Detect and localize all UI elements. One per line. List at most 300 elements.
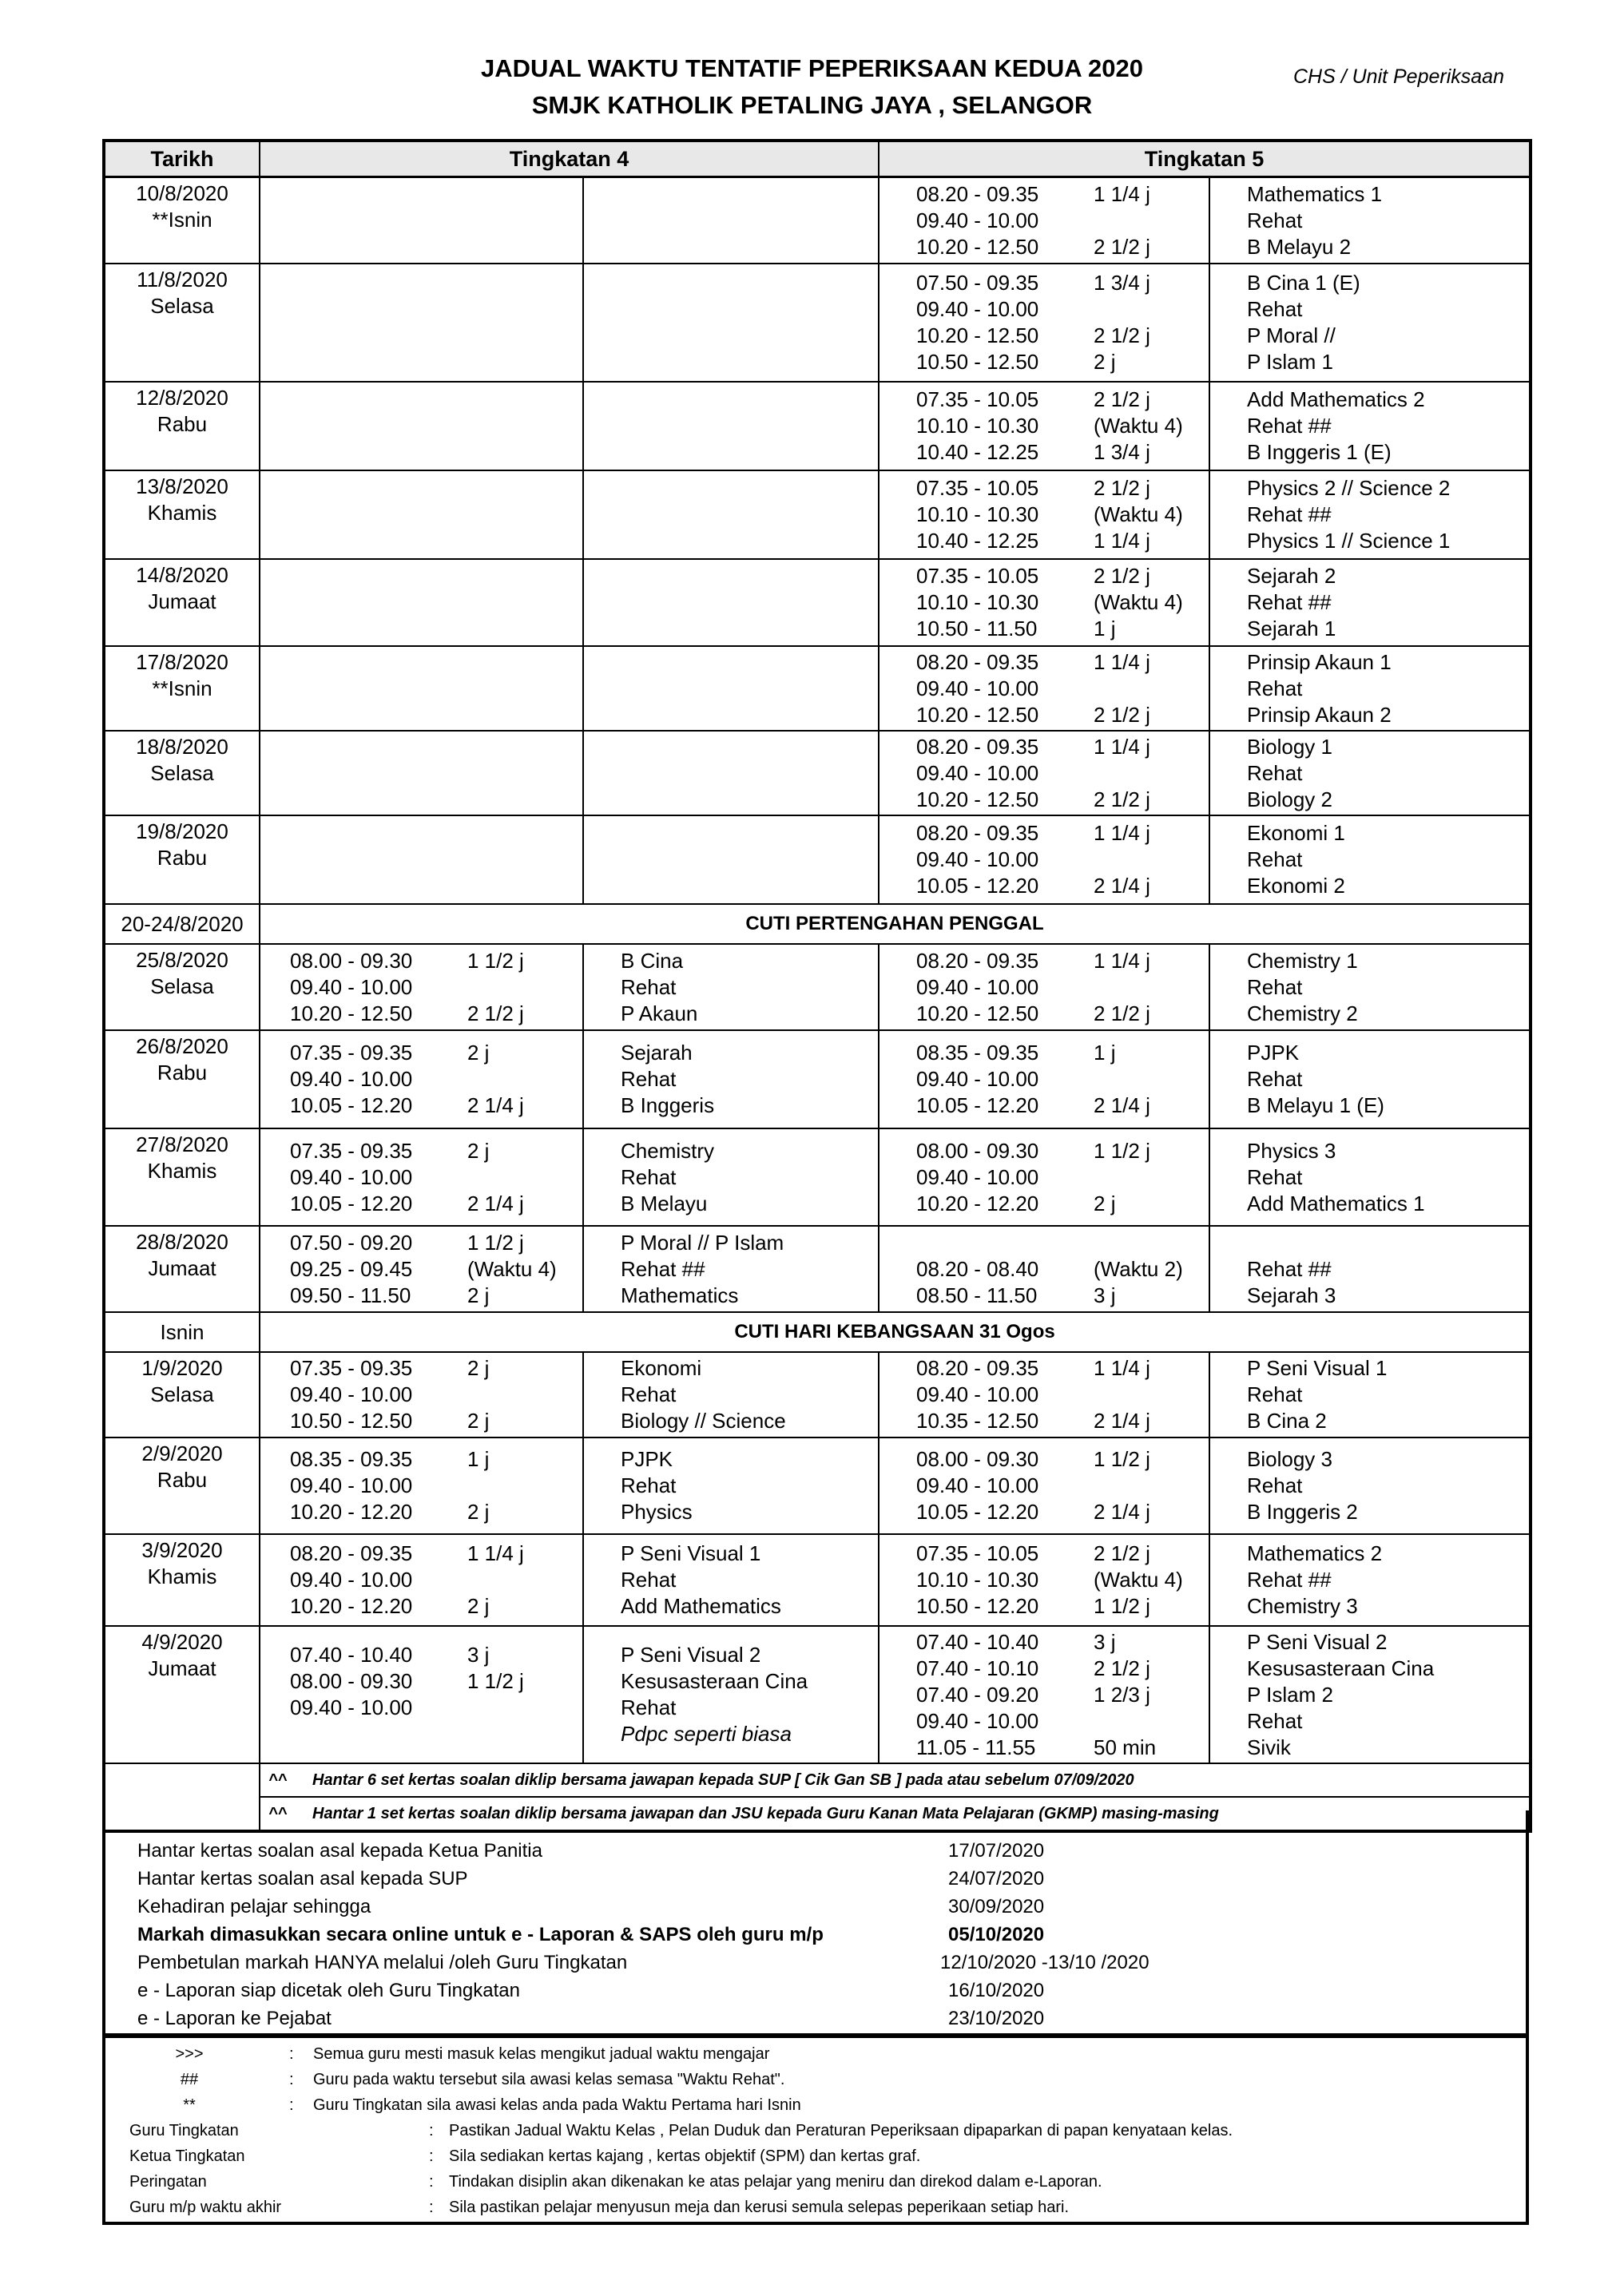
exam-time: 10.50 - 12.20 [916,1594,1039,1618]
deadline-label: e - Laporan ke Pejabat [137,2008,332,2029]
f5-subject-list [1210,1446,1529,1525]
date-value: 18/8/2020 [136,734,228,759]
f4-times-cell [260,1226,583,1312]
schedule-row [104,815,1531,904]
f5-subject-list [1210,270,1529,375]
exam-time: 08.35 - 09.35 [916,1041,1039,1065]
deadline-date: 17/07/2020 [948,1840,1045,1862]
exam-duration: 1 1/4 j [1094,181,1150,206]
date-value: 11/8/2020 [137,267,228,291]
exam-subject: Biology 1 [1247,734,1332,759]
legend-symbol: ## [180,2071,199,2088]
exam-time: 07.40 - 10.10 [916,1656,1039,1680]
f4-subjects-cell [583,470,879,559]
f5-time-list [880,1446,1209,1525]
exam-subject: Rehat [1247,1067,1303,1091]
exam-subject [1247,1230,1529,1256]
exam-duration: 2 1/2 j [1094,234,1150,259]
f4-time-list [260,1040,582,1119]
f5-subject-list [1210,475,1529,554]
exam-duration: 2 1/2 j [1094,1541,1150,1565]
f4-times-cell [260,382,583,470]
f4-subjects-cell [583,1352,879,1437]
exam-subject: Physics [621,1500,693,1524]
exam-duration: 2 1/4 j [1094,1093,1150,1117]
f5-subjects-cell [1209,1128,1531,1226]
note-line [260,1764,1529,1798]
exam-time: 10.05 - 12.20 [290,1093,413,1117]
exam-subject: Rehat [1247,847,1303,871]
exam-subject: Ekonomi [621,1356,702,1380]
exam-duration [1094,1708,1209,1735]
exam-time: 10.20 - 12.50 [916,234,1039,259]
exam-time: 07.35 - 09.35 [290,1138,413,1163]
f4-subject-list [584,1355,878,1434]
exam-time: 09.40 - 10.00 [916,847,1039,871]
schedule-row [104,646,1531,731]
exam-duration: 2 1/4 j [1094,874,1150,898]
f5-times-cell [879,1437,1209,1534]
f5-subject-list [1210,181,1529,260]
legend-role: Guru Tingkatan [129,2122,239,2139]
f5-times-cell [879,646,1209,731]
exam-subject: B Inggeris 2 [1247,1500,1358,1524]
exam-duration: 2 1/4 j [1094,1500,1150,1524]
date-cell [104,559,260,646]
exam-duration [467,1066,583,1092]
schedule-row [104,470,1531,559]
f5-times-cell [879,1226,1209,1312]
exam-duration: (Waktu 4) [1094,414,1183,438]
f5-times-cell [879,1128,1209,1226]
exam-time: 10.20 - 12.50 [916,787,1039,811]
f4-subject-list [584,1230,878,1309]
deadline-label: Hantar kertas soalan asal kepada SUP [137,1868,468,1890]
exam-time: 08.20 - 08.40 [916,1256,1039,1281]
f4-subjects-cell [583,1226,879,1312]
f5-subjects-cell [1209,470,1531,559]
exam-duration [1094,1230,1209,1256]
exam-duration: 1 1/4 j [1094,1356,1150,1380]
exam-subject: Rehat [1247,208,1303,232]
f5-time-list [880,649,1209,728]
f4-time-list [260,1138,582,1217]
f5-times-cell [879,815,1209,904]
exam-subject: Mathematics 1 [1247,181,1383,206]
f5-subject-list [1210,563,1529,642]
exam-duration [1094,1473,1209,1499]
f5-times-cell [879,177,1209,264]
exam-duration: 1 1/4 j [1094,649,1150,674]
exam-subject: Rehat [1247,974,1303,999]
exam-duration [467,974,583,1001]
date-value: 2/9/2020 [141,1441,223,1465]
exam-duration: 3 j [467,1643,490,1667]
exam-subject: Ekonomi 2 [1247,874,1345,898]
f5-subjects-cell [1209,559,1531,646]
schedule-row [104,944,1531,1030]
day-name: Selasa [150,760,214,785]
schedule-row [104,382,1531,470]
exam-duration: (Waktu 4) [1094,1568,1183,1592]
exam-duration: 3 j [1094,1629,1116,1654]
exam-duration: 3 j [1094,1283,1116,1307]
legend-colon: : [429,2122,434,2139]
exam-subject: Sejarah 1 [1247,617,1336,640]
f5-subjects-cell [1209,264,1531,382]
exam-subject: P Islam 1 [1247,350,1333,374]
exam-duration: 2 1/2 j [1094,564,1150,588]
legend-colon: : [429,2147,434,2165]
exam-duration [467,1382,583,1408]
exam-subject: Biology // Science [621,1409,786,1433]
f4-subjects-cell [583,1437,879,1534]
f4-times-cell [260,731,583,815]
exam-time: 08.00 - 09.30 [290,1669,413,1693]
legend-section [102,2036,1529,2225]
exam-time: 07.40 - 10.40 [916,1629,1039,1654]
day-name: **Isnin [152,208,212,232]
f4-times-cell [260,559,583,646]
f5-subject-list [1210,1230,1529,1309]
f4-subject-list [584,1446,878,1525]
exam-subject: PJPK [1247,1041,1300,1065]
col-header-form5: Tingkatan 5 [879,141,1531,177]
exam-duration: 2 j [467,1041,490,1065]
f5-time-list [880,270,1209,375]
exam-time: 10.50 - 12.50 [290,1409,413,1433]
exam-duration [1094,676,1209,702]
f5-subject-list [1210,1138,1529,1217]
exam-subject: Rehat [621,1473,677,1497]
date-cell [104,815,260,904]
date-cell [104,177,260,264]
note-mark: ^^ [268,1771,288,1789]
schedule-row [104,1352,1531,1437]
f5-time-list [880,1629,1209,1761]
exam-subject: Rehat ## [1247,1256,1332,1281]
date-cell [104,382,260,470]
date-cell [104,904,260,944]
schedule-row [104,1128,1531,1226]
f4-times-cell [260,1128,583,1226]
legend-symbol: ** [183,2096,196,2114]
date-cell [104,1437,260,1534]
exam-duration: 1 j [1094,1041,1116,1065]
date-cell [104,470,260,559]
exam-duration [467,1695,583,1721]
exam-time: 10.20 - 12.50 [290,1001,413,1025]
legend-text: Sila pastikan pelajar menyusun meja dan kerusi semula selepas peperikaan setiap hari. [449,2199,1069,2216]
legend-role: Guru m/p waktu akhir [129,2199,282,2216]
legend-symbol: >>> [175,2045,204,2063]
date-value: 19/8/2020 [136,819,228,843]
date-value: 20-24/8/2020 [121,911,244,936]
exam-subject: Add Mathematics 2 [1247,387,1425,411]
exam-time: 10.20 - 12.50 [916,702,1039,727]
exam-subject: Rehat [621,1067,677,1091]
exam-subject: Rehat [621,974,677,999]
exam-duration: 2 1/2 j [1094,387,1150,411]
exam-subject: Prinsip Akaun 2 [1247,702,1392,727]
exam-time: 10.10 - 10.30 [916,1568,1039,1592]
exam-time: 10.05 - 12.20 [290,1191,413,1215]
exam-time: 09.40 - 10.00 [916,1473,1039,1497]
f5-subjects-cell [1209,646,1531,731]
exam-duration: 2 j [467,1409,490,1433]
day-name: Jumaat [148,589,216,613]
legend-role: Ketua Tingkatan [129,2147,245,2165]
f5-subjects-cell [1209,1352,1531,1437]
exam-time: 07.35 - 10.05 [916,387,1039,411]
deadline-date: 24/07/2020 [948,1868,1045,1890]
exam-time: 08.20 - 09.35 [290,1541,413,1565]
exam-time: 11.05 - 11.55 [916,1735,1036,1759]
exam-time: 10.35 - 12.50 [916,1409,1039,1433]
exam-duration: 1 j [467,1447,490,1471]
exam-time [290,1721,467,1747]
day-name: Khamis [147,500,217,525]
day-name: Jumaat [148,1656,216,1680]
exam-duration: 2 1/2 j [1094,323,1150,347]
deadline-date: 30/09/2020 [948,1896,1045,1917]
exam-time: 07.35 - 10.05 [916,564,1039,588]
exam-subject: P Seni Visual 2 [1247,1629,1388,1654]
exam-subject: Pdpc seperti biasa [621,1722,792,1746]
f5-subjects-cell [1209,815,1531,904]
exam-subject: P Seni Visual 2 [621,1643,761,1667]
document-title: JADUAL WAKTU TENTATIF PEPERIKSAAN KEDUA 2020 [480,54,1144,82]
exam-subject: Mathematics 2 [1247,1541,1383,1565]
f5-times-cell [879,1030,1209,1128]
note-text: Hantar 1 set kertas soalan diklip bersama jawapan dan JSU kepada Guru Kanan Mata Pelajaran (GKMP) masing-masing [312,1804,1219,1822]
exam-subject: Rehat [621,1695,677,1719]
exam-time: 09.40 - 10.00 [916,208,1039,232]
exam-subject: Add Mathematics [621,1594,781,1618]
exam-time: 07.50 - 09.35 [916,271,1039,295]
exam-time: 08.50 - 11.50 [916,1283,1038,1307]
deadline-date: 05/10/2020 [948,1924,1045,1945]
exam-duration [467,1473,583,1499]
exam-subject: Chemistry 3 [1247,1594,1358,1618]
f5-times-cell [879,1352,1209,1437]
exam-time [916,1230,1094,1256]
legend-text: Guru pada waktu tersebut sila awasi kelas semasa "Waktu Rehat". [313,2071,785,2088]
f4-subjects-cell [583,731,879,815]
exam-subject: Kesusasteraan Cina [1247,1656,1435,1680]
schedule-row [104,264,1531,382]
schedule-row [104,731,1531,815]
exam-time: 10.20 - 12.20 [290,1500,413,1524]
f5-time-list [880,475,1209,554]
day-name: Selasa [150,293,214,318]
exam-time: 07.40 - 10.40 [290,1643,413,1667]
exam-time: 07.40 - 09.20 [916,1682,1039,1707]
exam-time: 10.50 - 12.50 [916,350,1039,374]
exam-duration [1094,974,1209,1001]
exam-subject: Rehat ## [1247,1568,1332,1592]
f4-subjects-cell [583,815,879,904]
f4-time-list [260,1642,582,1747]
f4-subject-list [584,1138,878,1217]
holiday-label: CUTI PERTENGAHAN PENGGAL [260,904,1531,944]
exam-duration: 1 2/3 j [1094,1682,1150,1707]
exam-time: 08.00 - 09.30 [916,1447,1039,1471]
date-cell [104,1226,260,1312]
exam-time: 10.20 - 12.50 [916,323,1039,347]
exam-subject: P Akaun [621,1001,698,1025]
date-cell [104,944,260,1030]
date-value: 1/9/2020 [141,1355,223,1380]
exam-time: 08.20 - 09.35 [916,181,1039,206]
f5-subjects-cell [1209,1437,1531,1534]
date-value: 13/8/2020 [136,474,228,498]
exam-time: 09.40 - 10.00 [290,1473,413,1497]
f4-times-cell [260,944,583,1030]
exam-duration [1094,847,1209,873]
f5-subject-list [1210,649,1529,728]
exam-duration: 1 3/4 j [1094,271,1150,295]
legend-colon: : [289,2045,294,2063]
f5-time-list [880,948,1209,1027]
f4-subjects-cell [583,944,879,1030]
exam-duration [1094,760,1209,787]
exam-time: 08.35 - 09.35 [290,1447,413,1471]
exam-time: 09.40 - 10.00 [290,1568,413,1592]
exam-duration: 2 1/2 j [1094,1656,1150,1680]
exam-subject: B Cina 2 [1247,1409,1327,1433]
exam-subject: Chemistry 2 [1247,1001,1358,1025]
exam-duration: 1 1/4 j [1094,821,1150,845]
exam-time: 08.20 - 09.35 [916,821,1039,845]
school-name: SMJK KATHOLIK PETALING JAYA , SELANGOR [531,91,1093,119]
exam-subject: B Cina [621,948,684,973]
schedule-row [104,1226,1531,1312]
exam-subject: P Moral // [1247,323,1336,347]
exam-subject: Rehat [1247,676,1303,700]
exam-duration: 2 1/4 j [1094,1409,1150,1433]
f4-subjects-cell [583,1534,879,1626]
exam-subject: Mathematics [621,1283,739,1307]
date-cell [104,1030,260,1128]
exam-subject: Rehat [621,1568,677,1592]
exam-time: 07.35 - 09.35 [290,1041,413,1065]
legend-colon: : [429,2173,434,2191]
exam-subject: B Inggeris 1 (E) [1247,440,1392,464]
exam-subject: Physics 1 // Science 1 [1247,529,1451,553]
day-name: **Isnin [152,676,212,700]
f5-subjects-cell [1209,1030,1531,1128]
day-name: Selasa [150,974,214,998]
f4-time-list [260,1355,582,1434]
f4-time-list [260,1230,582,1309]
f5-subjects-cell [1209,1226,1531,1312]
f4-subject-list [584,1541,878,1620]
exam-duration: 2 j [467,1594,490,1618]
exam-subject: Sejarah 3 [1247,1283,1336,1307]
exam-subject: Physics 3 [1247,1138,1336,1163]
exam-subject: Add Mathematics 1 [1247,1191,1425,1215]
exam-duration: 1 1/2 j [1094,1447,1150,1471]
exam-time: 09.40 - 10.00 [290,974,413,999]
deadline-label: Markah dimasukkan secara online untuk e - Laporan & SAPS oleh guru m/p [137,1924,824,1945]
legend-colon: : [289,2096,294,2114]
f5-time-list [880,1355,1209,1434]
f4-subjects-cell [583,382,879,470]
f5-time-list [880,1541,1209,1620]
date-cell [104,1626,260,1763]
exam-time: 10.05 - 12.20 [916,874,1039,898]
exam-duration: 2 1/2 j [1094,1001,1150,1025]
exam-time: 09.40 - 10.00 [916,1164,1039,1189]
exam-subject: B Cina 1 (E) [1247,271,1360,295]
deadlines-section [102,1810,1529,2036]
exam-time: 10.05 - 12.20 [916,1093,1039,1117]
exam-time: 10.40 - 12.25 [916,440,1039,464]
exam-time: 10.10 - 10.30 [916,414,1039,438]
f4-times-cell [260,470,583,559]
date-value: 12/8/2020 [136,385,228,410]
exam-duration: 1 1/4 j [1094,529,1150,553]
exam-subject: Rehat ## [1247,414,1332,438]
f5-subject-list [1210,1040,1529,1119]
exam-duration: 1 1/4 j [467,1541,524,1565]
day-name: Rabu [157,845,208,870]
f4-subjects-cell [583,1030,879,1128]
date-value: 26/8/2020 [136,1033,228,1058]
exam-subject: PJPK [621,1447,673,1471]
exam-time: 10.40 - 12.25 [916,529,1039,553]
exam-duration [467,1721,583,1747]
schedule-row [104,1030,1531,1128]
f5-subject-list [1210,387,1529,466]
f5-time-list [880,181,1209,260]
exam-duration [467,1164,583,1191]
exam-time: 07.50 - 09.20 [290,1230,413,1255]
exam-time: 08.20 - 09.35 [916,734,1039,759]
f5-time-list [880,820,1209,899]
exam-duration: 1 1/2 j [1094,1138,1150,1163]
f5-subject-list [1210,1629,1529,1761]
exam-duration: 2 1/2 j [1094,476,1150,500]
f5-time-list [880,563,1209,642]
exam-duration: 2 1/2 j [1094,787,1150,811]
exam-subject: P Moral // P Islam [621,1230,784,1255]
day-name: Khamis [147,1564,217,1588]
exam-time: 09.40 - 10.00 [916,1708,1039,1733]
exam-time: 08.20 - 09.35 [916,1356,1039,1380]
exam-duration: 1 1/2 j [467,948,524,973]
exam-time: 07.35 - 10.05 [916,1541,1039,1565]
date-cell [104,1312,260,1352]
f4-time-list [260,948,582,1027]
exam-subject: Rehat ## [621,1256,705,1281]
exam-time: 09.40 - 10.00 [916,297,1039,321]
exam-time: 08.20 - 09.35 [916,649,1039,674]
date-value: Isnin [160,1319,204,1344]
legend-colon: : [289,2071,294,2088]
exam-subject: Kesusasteraan Cina [621,1669,808,1693]
deadline-date: 12/10/2020 -13/10 /2020 [940,1952,1150,1973]
exam-time: 09.40 - 10.00 [290,1067,413,1091]
date-value: 4/9/2020 [141,1629,223,1654]
note-text: Hantar 6 set kertas soalan diklip bersama jawapan kepada SUP [ Cik Gan SB ] pada atau sebelum 07/09/2020 [312,1771,1134,1789]
schedule-row [104,1437,1531,1534]
col-header-date: Tarikh [104,141,260,177]
f5-times-cell [879,944,1209,1030]
exam-subject: Biology 3 [1247,1447,1332,1471]
f4-times-cell [260,177,583,264]
